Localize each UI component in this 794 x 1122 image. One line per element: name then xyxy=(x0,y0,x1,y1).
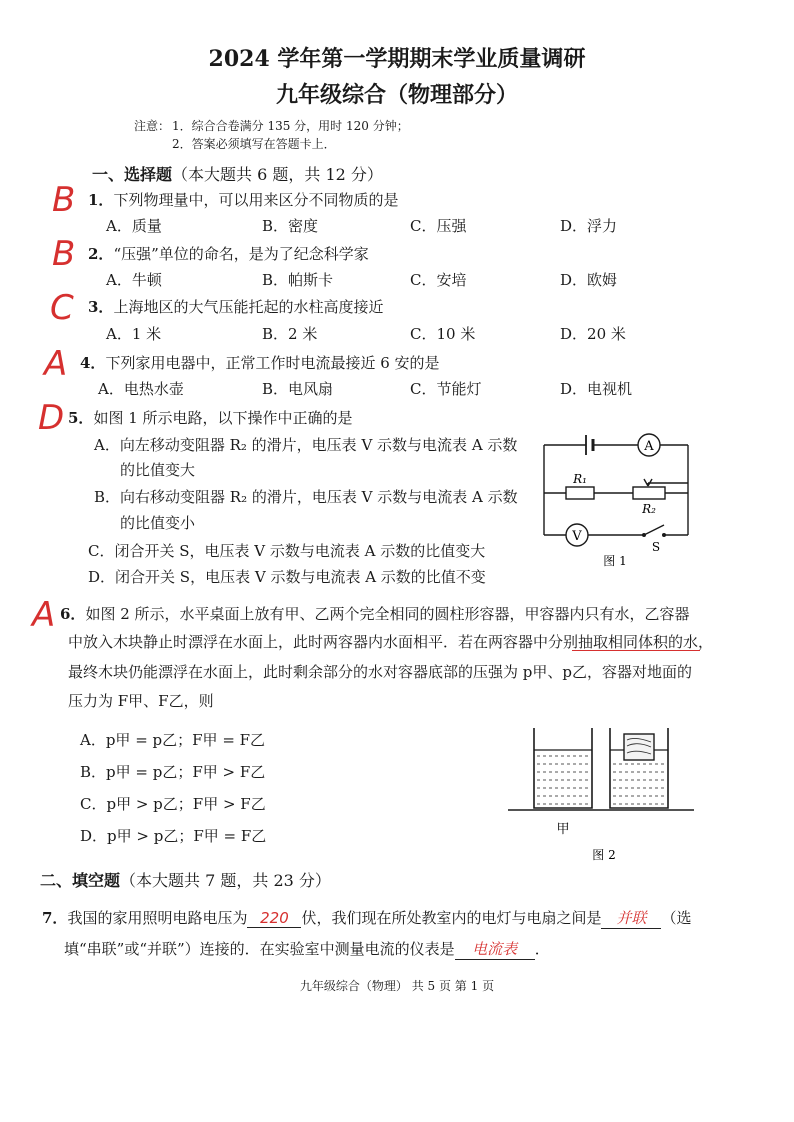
q6-option-d: D．p甲 > p乙；F甲 = F乙 xyxy=(80,827,267,845)
q7-number: 7． xyxy=(42,909,68,927)
q2-option-b: B．帕斯卡 xyxy=(262,271,334,289)
q7-part-1: 我国的家用照明电路电压为 xyxy=(67,909,248,927)
q7-blank-2 xyxy=(601,907,661,929)
q4-option-a: A．电热水壶 xyxy=(98,380,184,398)
section-fill-detail: （本大题共 7 题，共 23 分） xyxy=(120,871,331,890)
q6-option-a: A．p甲 = p乙；F甲 = F乙 xyxy=(80,731,266,749)
section-fill-heading xyxy=(40,868,331,891)
q5-option-d: D．闭合开关 S，电压表 V 示数与电流表 A 示数的比值不变 xyxy=(88,568,486,586)
q5-option-b-line2: 的比值变小 xyxy=(120,514,196,532)
q4-text: 下列家用电器中，正常工作时电流最接近 6 安的是 xyxy=(105,354,440,372)
q3-text: 上海地区的大气压能托起的水柱高度接近 xyxy=(113,298,384,316)
q7-part-3: （选 xyxy=(661,909,692,927)
q6-option-c: C．p甲 > p乙；F甲 > F乙 xyxy=(80,795,266,813)
figure-2-containers xyxy=(506,722,696,867)
q7-answer-3: 电流表 xyxy=(472,940,518,958)
q2-stem xyxy=(88,243,369,264)
container-jia-label: 甲 xyxy=(556,822,570,837)
q7-line-1 xyxy=(42,907,691,929)
r1-label: R₁ xyxy=(573,472,587,486)
q5-text: 如图 1 所示电路，以下操作中正确的是 xyxy=(93,409,353,427)
ammeter-label: A xyxy=(644,439,654,454)
figure-2-caption: 图 2 xyxy=(592,848,616,862)
figure-1-circuit xyxy=(536,425,696,575)
q7-answer-2: 并联 xyxy=(616,909,647,927)
switch-symbol xyxy=(644,525,664,535)
q6-line-1-text: 如图 2 所示，水平桌面上放有甲、乙两个完全相同的圆柱形容器，甲容器内只有水，乙容器 xyxy=(85,605,690,623)
q1-option-a: A．质量 xyxy=(106,217,162,235)
q7-blank-3 xyxy=(455,938,535,960)
section-fill-label: 二、填空题 xyxy=(40,871,121,890)
q6-line-4: 压力为 F甲、F乙，则 xyxy=(68,692,214,710)
q4-option-d: D．电视机 xyxy=(560,380,633,398)
notice-prefix: 注意： xyxy=(134,119,171,133)
q3-number: 3． xyxy=(88,298,114,316)
q1-stem xyxy=(88,189,398,210)
notice-line-1: 1．综合合卷满分 135 分，用时 120 分钟； xyxy=(172,119,409,133)
q6-handwritten-answer: A xyxy=(32,595,56,635)
q4-number: 4． xyxy=(80,354,106,372)
q6-line-3: 最终木块仍能漂浮在水面上，此时剩余部分的水对容器底部的压强为 p甲、p乙，容器对地面的 xyxy=(68,663,692,681)
q1-text: 下列物理量中，可以用来区分不同物质的是 xyxy=(113,191,399,209)
q5-stem xyxy=(68,407,353,428)
q5-option-a-line1: A．向左移动变阻器 R₂ 的滑片，电压表 V 示数与电流表 A 示数 xyxy=(94,436,518,454)
q6-line-2: 中放入木块静止时漂浮在水面上，此时两容器内水面相平．若在两容器中分别抽取相同体积的水， xyxy=(68,633,714,651)
q7-blank-1 xyxy=(247,909,301,928)
q6-number: 6． xyxy=(60,605,86,623)
section-choice-heading xyxy=(92,162,383,185)
notice-line-2: 2．答案必须填写在答题卡上． xyxy=(172,137,336,151)
q6-line-1 xyxy=(60,603,690,624)
q7-part-4: 填“串联”或“并联”）连接的．在实验室中测量电流的仪表是 xyxy=(64,940,455,958)
section-choice-detail: （本大题共 6 题，共 12 分） xyxy=(172,165,383,184)
page-footer: 九年级综合（物理） 共 5 页 第 1 页 xyxy=(299,979,495,993)
q1-number: 1． xyxy=(88,191,114,209)
q5-option-b-line1: B．向右移动变阻器 R₂ 的滑片，电压表 V 示数与电流表 A 示数 xyxy=(94,488,518,506)
q2-text: “压强”单位的命名，是为了纪念科学家 xyxy=(113,245,369,263)
q7-answer-1: 220 xyxy=(260,909,289,927)
q4-option-b: B．电风扇 xyxy=(262,380,334,398)
q1-handwritten-answer: B xyxy=(52,180,76,220)
q6-option-b: B．p甲 = p乙；F甲 > F乙 xyxy=(80,763,266,781)
q1-option-c: C．压强 xyxy=(410,217,467,235)
q5-handwritten-answer: D xyxy=(38,398,65,438)
q5-number: 5． xyxy=(68,409,94,427)
q3-handwritten-answer: C xyxy=(50,288,74,328)
q2-number: 2． xyxy=(88,245,114,263)
q4-stem xyxy=(80,352,440,373)
q3-option-b: B．2 米 xyxy=(262,325,318,343)
q5-option-c: C．闭合开关 S，电压表 V 示数与电流表 A 示数的比值变大 xyxy=(88,542,486,560)
q1-option-b: B．密度 xyxy=(262,217,319,235)
section-choice-label: 一、选择题 xyxy=(92,165,173,184)
q3-option-a: A．1 米 xyxy=(106,325,162,343)
switch-label: S xyxy=(651,540,661,554)
r2-label: R₂ xyxy=(642,502,656,516)
q1-option-d: D．浮力 xyxy=(560,217,618,235)
resistor-r1 xyxy=(566,487,594,499)
figure-1-caption: 图 1 xyxy=(603,554,627,568)
q2-option-a: A．牛顿 xyxy=(106,271,162,289)
q2-handwritten-answer: B xyxy=(52,234,76,274)
q7-part-2: 伏，我们现在所处教室内的电灯与电扇之间是 xyxy=(301,909,602,927)
q3-stem xyxy=(88,296,383,317)
q4-option-c: C．节能灯 xyxy=(410,380,482,398)
q3-option-c: C．10 米 xyxy=(410,325,476,343)
q7-line-2 xyxy=(64,938,550,960)
exam-title: 2024 学年第一学期期末学业质量调研 xyxy=(208,46,586,72)
exam-subtitle: 九年级综合（物理部分） xyxy=(275,82,518,108)
q6-handwritten-underline xyxy=(572,650,700,651)
q4-handwritten-answer: A xyxy=(44,344,68,384)
q3-option-d: D．20 米 xyxy=(560,325,626,343)
q2-option-c: C．安培 xyxy=(410,271,467,289)
rheostat-r2 xyxy=(633,487,665,499)
q7-part-5: ． xyxy=(534,940,550,958)
wood-block xyxy=(624,734,654,760)
voltmeter-label: V xyxy=(572,529,582,544)
q2-option-d: D．欧姆 xyxy=(560,271,618,289)
q5-option-a-line2: 的比值变大 xyxy=(120,461,196,479)
